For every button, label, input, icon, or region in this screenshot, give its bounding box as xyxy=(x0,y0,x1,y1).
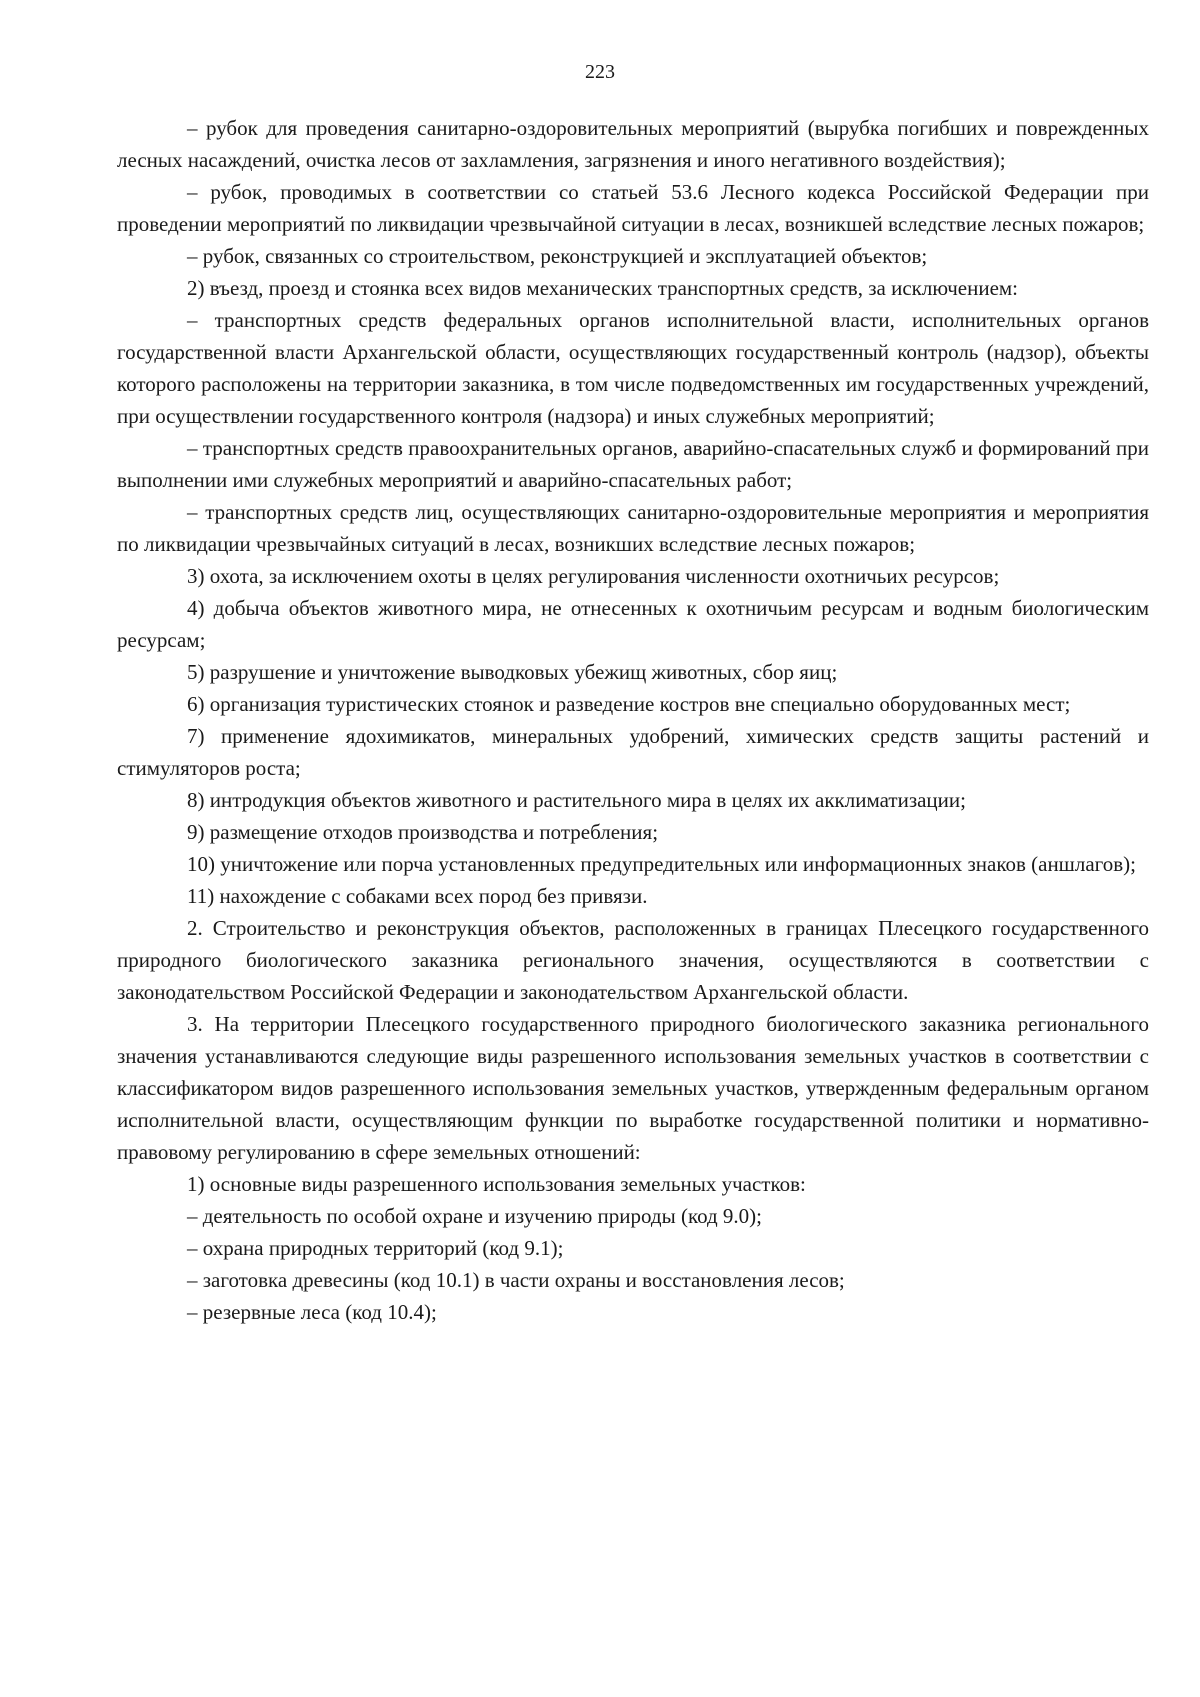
paragraph: – заготовка древесины (код 10.1) в части охраны и восстановления лесов; xyxy=(187,1268,845,1292)
paragraph: 11) нахождение с собаками всех пород без привязи. xyxy=(187,884,648,908)
paragraph: 2. Строительство и реконструкция объектов, расположенных в границах Плесецкого государственного природного биологического заказника регионального значения, осуществляются в соответствии с законодательством Российской Федерации и законодательством Архангельской области. xyxy=(117,916,1149,1004)
paragraph: 5) разрушение и уничтожение выводковых убежищ животных, сбор яиц; xyxy=(187,660,838,684)
paragraph: 8) интродукция объектов животного и растительного мира в целях их акклиматизации; xyxy=(187,788,966,812)
paragraph: 4) добыча объектов животного мира, не отнесенных к охотничьим ресурсам и водным биологическим ресурсам; xyxy=(117,596,1149,652)
paragraph: – транспортных средств лиц, осуществляющих санитарно-оздоровительные мероприятия и мероприятия по ликвидации чрезвычайных ситуаций в лесах, возникших вследствие лесных пожаров; xyxy=(117,500,1149,556)
paragraph: 1) основные виды разрешенного использования земельных участков: xyxy=(187,1172,806,1196)
paragraph: 9) размещение отходов производства и потребления; xyxy=(187,820,659,844)
paragraph: – охрана природных территорий (код 9.1); xyxy=(187,1236,564,1260)
paragraph: – деятельность по особой охране и изучению природы (код 9.0); xyxy=(187,1204,762,1228)
paragraph: – транспортных средств федеральных органов исполнительной власти, исполнительных органов государственной власти Архангельской области, осуществляющих государственный контроль (надзор), объекты которого расположены на территории заказника, в том числе подведомственных им государственных учреждений, при осуществлении государственного контроля (надзора) и иных служебных мероприятий; xyxy=(117,308,1149,428)
paragraph: 6) организация туристических стоянок и разведение костров вне специально оборудованных мест; xyxy=(187,692,1071,716)
page-number: 223 xyxy=(585,61,615,83)
paragraph: 3. На территории Плесецкого государственного природного биологического заказника регионального значения устанавливаются следующие виды разрешенного использования земельных участков в соответствии с классификатором видов разрешенного использования земельных участков, утвержденным федеральным органом исполнительной власти, осуществляющим функции по выработке государственной политики и нормативно-правовому регулированию в сфере земельных отношений: xyxy=(117,1012,1149,1164)
paragraph: – транспортных средств правоохранительных органов, аварийно-спасательных служб и формирований при выполнении ими служебных мероприятий и аварийно-спасательных работ; xyxy=(117,436,1149,492)
paragraph: – рубок, связанных со строительством, реконструкцией и эксплуатацией объектов; xyxy=(187,244,928,268)
paragraph: – резервные леса (код 10.4); xyxy=(187,1300,437,1324)
paragraph: 2) въезд, проезд и стоянка всех видов механических транспортных средств, за исключением: xyxy=(187,276,1019,300)
paragraph: 10) уничтожение или порча установленных предупредительных или информационных знаков (аншлагов); xyxy=(187,852,1136,876)
document-body xyxy=(117,112,1149,1328)
paragraph: 3) охота, за исключением охоты в целях регулирования численности охотничьих ресурсов; xyxy=(187,564,1000,588)
paragraph: 7) применение ядохимикатов, минеральных удобрений, химических средств защиты растений и стимуляторов роста; xyxy=(117,724,1149,780)
paragraph: – рубок, проводимых в соответствии со статьей 53.6 Лесного кодекса Российской Федерации при проведении мероприятий по ликвидации чрезвычайной ситуации в лесах, возникшей вследствие лесных пожаров; xyxy=(117,180,1149,236)
paragraph: – рубок для проведения санитарно-оздоровительных мероприятий (вырубка погибших и поврежденных лесных насаждений, очистка лесов от захламления, загрязнения и иного негативного воздействия); xyxy=(117,116,1149,172)
